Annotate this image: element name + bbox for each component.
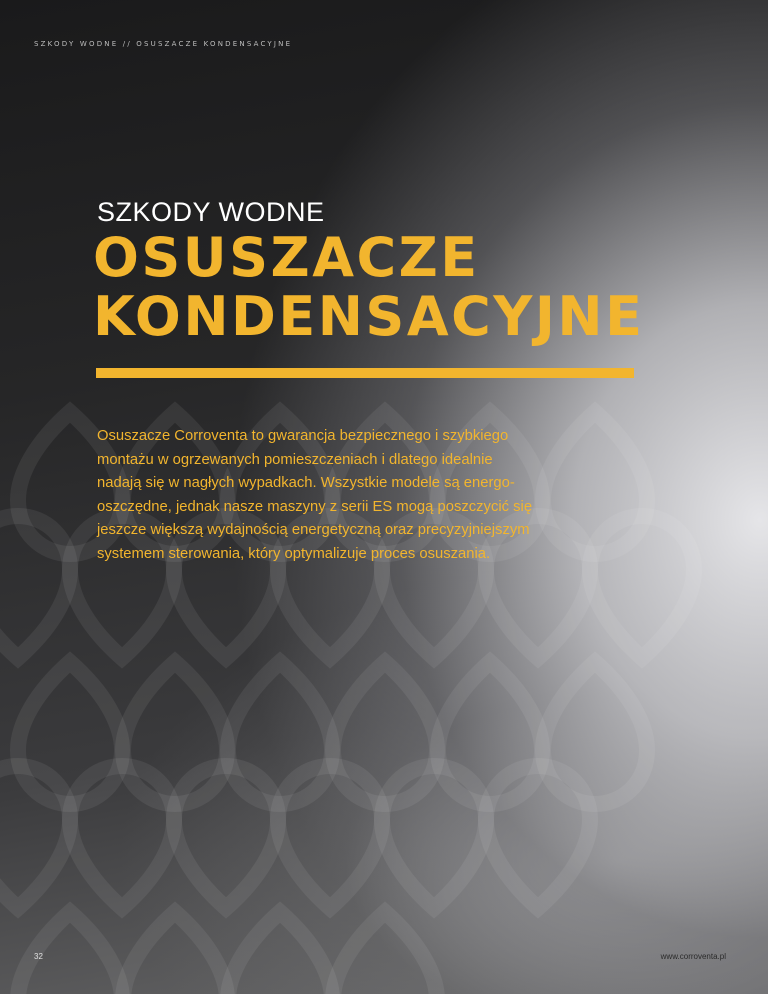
paragraph-line: montażu w ogrzewanych pomieszczeniach i dlatego idealnie <box>97 451 493 468</box>
paragraph-line: Osuszacze Corroventa to gwarancja bezpiecznego i szybkiego <box>97 428 509 444</box>
page-title-line-2: KONDENSACYJNE <box>93 285 645 348</box>
paragraph-line: oszczędne, jednak nasze maszyny z serii ES mogą poszczycić się <box>97 498 533 515</box>
intro-paragraph <box>97 425 577 567</box>
page-number: 32 <box>34 952 43 961</box>
paragraph-line: nadają się w nagłych wypadkach. Wszystkie modele są energo- <box>97 475 515 492</box>
page-title-line-1: OSUSZACZE <box>93 226 480 289</box>
breadcrumb: SZKODY WODNE // OSUSZACZE KONDENSACYJNE <box>34 40 293 48</box>
paragraph-line: jeszcze większą wydajnością energetyczną oraz precyzyjniejszym <box>97 522 530 539</box>
website-link[interactable]: www.corroventa.pl <box>660 952 726 961</box>
paragraph-line: systemem sterowania, który optymalizuje proces osuszania. <box>97 545 491 562</box>
title-divider <box>96 368 634 378</box>
section-kicker: SZKODY WODNE <box>97 197 325 227</box>
